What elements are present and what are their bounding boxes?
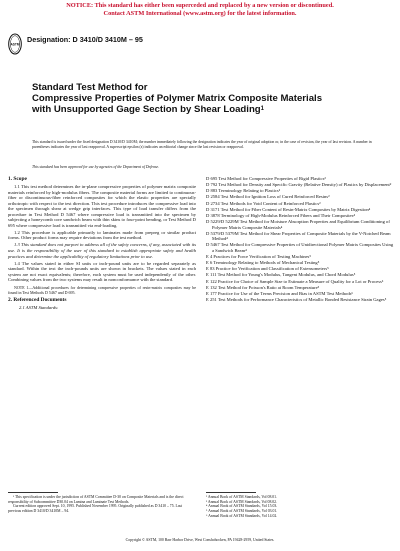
copyright-footer: Copyright © ASTM, 100 Barr Harbor Drive, West Conshohocken, PA 19428-2959, United States. — [125, 538, 275, 542]
title-main-text: Compressive Properties of Polymer Matrix Composite Materials with Unsupported Gage Section by Shear Loading — [32, 93, 323, 115]
title-line-1: Standard Test Method for — [32, 82, 148, 93]
footnote: ³ Annual Book of ASTM Standards, Vol 08.02. — [206, 499, 278, 504]
reference-item: E 4 Practices for Force Verification of Testing Machines⁵ — [206, 254, 311, 260]
reference-item: E 251 Test Methods for Performance Characteristics of Metallic Bonded Resistance Strain Gages⁵ — [206, 297, 387, 303]
designation: Designation: D 3410/D 3410M – 95 — [27, 35, 143, 44]
footnote: ⁵ Annual Book of ASTM Standards, Vol 03.01. — [206, 509, 278, 514]
reference-item: E 6 Terminology Relating to Methods of Mechanical Testing⁵ — [206, 260, 320, 266]
reference-item: D 5467 Test Method for Compressive Properties of Unidirectional Polymer Matrix Composites Using a Sandwich Beam⁴ — [206, 242, 394, 253]
footnote: ⁴ Annual Book of ASTM Standards, Vol 15.03. — [206, 504, 278, 509]
reference-item: D 3878 Terminology of High-Modulus Reinforced Fibers and Their Composites⁴ — [206, 212, 355, 218]
reference-item: E 132 Test Method for Poisson's Ratio at Room Temperature⁵ — [206, 284, 320, 290]
document-title — [32, 82, 342, 115]
section-heading-scope: 1. Scope — [8, 176, 27, 182]
reference-item: D 5379/D 5379M Test Method for Shear Properties of Composite Materials by the V-Notched Beam Method⁴ — [206, 230, 391, 242]
reference-item: D 2584 Test Method for Ignition Loss of Cured Reinforced Resins³ — [206, 194, 330, 200]
footnotes-left — [8, 495, 196, 514]
reference-item: E 177 Practice for Use of the Terms Precision and Bias in ASTM Test Methods⁶ — [206, 290, 354, 296]
paragraph-1-4: 1.4 The values stated in either SI units or inch-pound units are to be regarded separately as standard. Within the text the inch-pounds units are shown in brackets. The values stated in each system are not exact equivalents; therefore, each system must be used independently of the other. Combining values from the two systems may result in nonconformance with the standard. — [8, 260, 196, 283]
notice-line-2: Contact ASTM International (www.astm.org) for the latest information. — [103, 10, 297, 17]
reference-item: D 695 Test Method for Compressive Properties of Rigid Plastics² — [206, 176, 326, 181]
section-heading-referenced-documents: 2. Referenced Documents — [8, 296, 67, 303]
reference-item: D 2734 Test Methods for Void Content of Reinforced Plastics³ — [206, 200, 321, 206]
reference-item: E 111 Test Method for Young's Modulus, Tangent Modulus, and Chord Modulus⁵ — [206, 272, 356, 278]
footnote: ¹ This specification is under the jurisdiction of ASTM Committee D-30 on Composite Materials and is the direct responsibility of Subcommittee D30.04 on Lamina and Laminate Test Methods. — [8, 495, 184, 504]
reference-item: E 83 Practice for Verification and Classification of Extensometers⁵ — [206, 266, 329, 272]
reference-item: E 122 Practice for Choice of Sample Size to Estimate a Measure of Quality for a Lot or Process⁶ — [206, 278, 384, 284]
paragraph-2-1: 2.1 ASTM Standards: — [19, 304, 59, 310]
svg-text:ASTM: ASTM — [10, 42, 20, 47]
notice-banner — [0, 2, 400, 18]
footnote: Current edition approved Sept. 10, 1995. Published November 1995. Originally published as D 3410 – 75. Last previous edition D 3410/D 3410M – 94. — [8, 504, 183, 514]
footnote-rule-left — [8, 492, 58, 493]
right-column — [206, 176, 394, 303]
footnote: ² Annual Book of ASTM Standards, Vol 08.01. — [206, 495, 278, 499]
title-main — [32, 93, 342, 115]
title-footnote-mark: 1 — [260, 106, 265, 112]
reference-item: D 883 Terminology Relating to Plastics² — [206, 188, 281, 194]
astm-logo — [8, 33, 22, 55]
note-1: NOTE 1—Additional procedures for determining compressive properties of resin-matrix composites may be found in Test Methods D 5467 and D 695. — [8, 284, 196, 295]
paragraph-1-3: 1.3 This standard does not purport to address all of the safety concerns, if any, associated with its use. It is the responsibility of the user of this standard to establish appropriate safety and health practices and determine the applicability of regulatory limitations prior to use. — [8, 242, 196, 259]
paragraph-1-1: 1.1 This test method determines the in-plane compressive properties of polymer matrix composite materials reinforced by high-modulus fibers. The composite material forms are limited to continuous-fiber or discontinuous-fiber reinforced composites for which the elastic properties are specially orthotropic with respect to the test direction. This test procedure introduces the compressive load into the specimen through shear at wedge grip interfaces. This type of load transfer differs from the procedure in Test Method D 5467 where compressive load is transmitted into the specimen by subjecting a honeycomb core sandwich beam with thin skins to four-point bending, or Test Method D 695 where compressive load is transmitted via end-loading. — [8, 184, 196, 228]
notice-line-1: NOTICE: This standard has either been superceded and replaced by a new version or discontinued. — [66, 2, 334, 9]
paragraph-1-2: 1.2 This procedure is applicable primarily to laminates made from prepreg or similar product forms. Other product forms may require deviations from the test method. — [8, 229, 196, 241]
footnote-rule-right — [206, 492, 256, 493]
footnotes-right — [206, 495, 394, 519]
reference-item: D 3171 Test Method for Fiber Content of Resin-Matrix Composites by Matrix Digestion⁴ — [206, 206, 371, 212]
left-column — [8, 176, 196, 310]
issuance-note: This standard is issued under the fixed designation D 3410/D 3410M; the number immediately following the designation indicates the year of original adoption or, in the case of revision, the year of last revision. A number in parentheses indicates the year of last reapproval. A superscript epsilon (ε) indicates an editorial change since the last revision or reapproval. — [32, 140, 372, 149]
reference-item: D 792 Test Method for Density and Specific Gravity (Relative Density) of Plastics by Displacement² — [206, 182, 392, 188]
footnote: ⁶ Annual Book of ASTM Standards, Vol 14.02. — [206, 513, 278, 518]
reference-item: D 5229/D 5229M Test Method for Moisture Absorption Properties and Equilibrium Conditioning of Polymer Matrix Composite Materials⁴ — [206, 218, 390, 230]
approval-note: This standard has been approved for use by agencies of the Department of Defense. — [32, 165, 160, 169]
